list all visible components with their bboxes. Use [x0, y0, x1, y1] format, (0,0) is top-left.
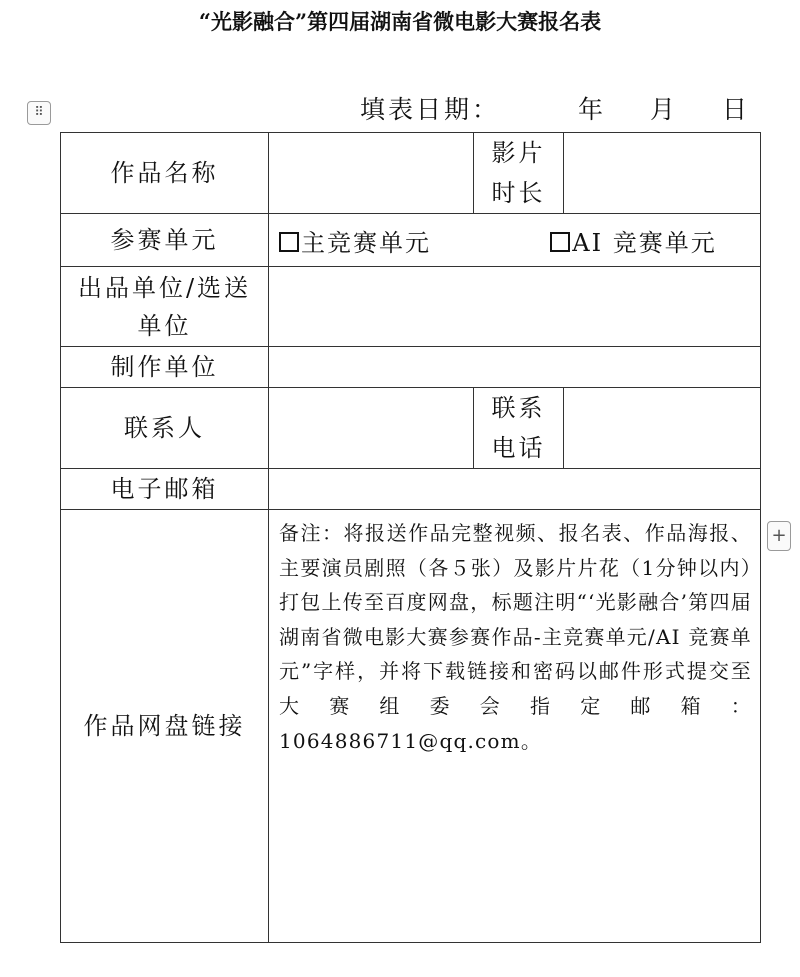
main-unit-checkbox[interactable] — [279, 229, 431, 257]
contact-field[interactable] — [269, 388, 474, 469]
date-day-label: 日 — [722, 95, 751, 124]
duration-label: 影片 时长 — [474, 133, 564, 214]
phone-label: 联系 电话 — [474, 388, 564, 469]
producer-field[interactable] — [269, 267, 761, 347]
work-name-label: 作品名称 — [61, 133, 269, 214]
link-label: 作品网盘链接 — [61, 510, 269, 943]
phone-field[interactable] — [564, 388, 761, 469]
date-month-label: 月 — [650, 95, 679, 124]
note-text[interactable]: 备注：将报送作品完整视频、报名表、作品海报、主要演员剧照（各５张）及影片片花（1分钟以内）打包上传至百度网盘，标题注明“‘光影融合’第四届湖南省微电影大赛参赛作品-主竞赛单元/AI 竞赛单元”字样，并将下载链接和密码以邮件形式提交至大赛组委会指定邮箱：1064886711@qq.com。 — [269, 510, 761, 943]
ai-unit-checkbox[interactable] — [550, 229, 716, 257]
date-year-label: 年 — [578, 95, 607, 124]
duration-field[interactable] — [564, 133, 761, 214]
contact-label: 联系人 — [61, 388, 269, 469]
maker-label: 制作单位 — [61, 347, 269, 388]
maker-field[interactable] — [269, 347, 761, 388]
unit-label: 参赛单元 — [61, 214, 269, 267]
table-move-handle-icon[interactable]: ⠿ — [27, 101, 51, 125]
producer-label: 出品单位/选送 单位 — [61, 267, 269, 347]
add-row-icon[interactable]: + — [767, 521, 791, 551]
email-label: 电子邮箱 — [61, 469, 269, 510]
email-field[interactable] — [269, 469, 761, 510]
work-name-field[interactable] — [269, 133, 474, 214]
fill-date-label: 填表日期： — [360, 95, 501, 124]
main-unit-option-label: 主竞赛单元 — [301, 228, 431, 257]
ai-unit-option-label: AI 竞赛单元 — [572, 228, 717, 257]
unit-options — [269, 214, 761, 267]
fill-date-row — [360, 90, 750, 126]
form-title: “光影融合”第四届湖南省微电影大赛报名表 — [198, 9, 602, 34]
registration-table — [60, 132, 761, 943]
